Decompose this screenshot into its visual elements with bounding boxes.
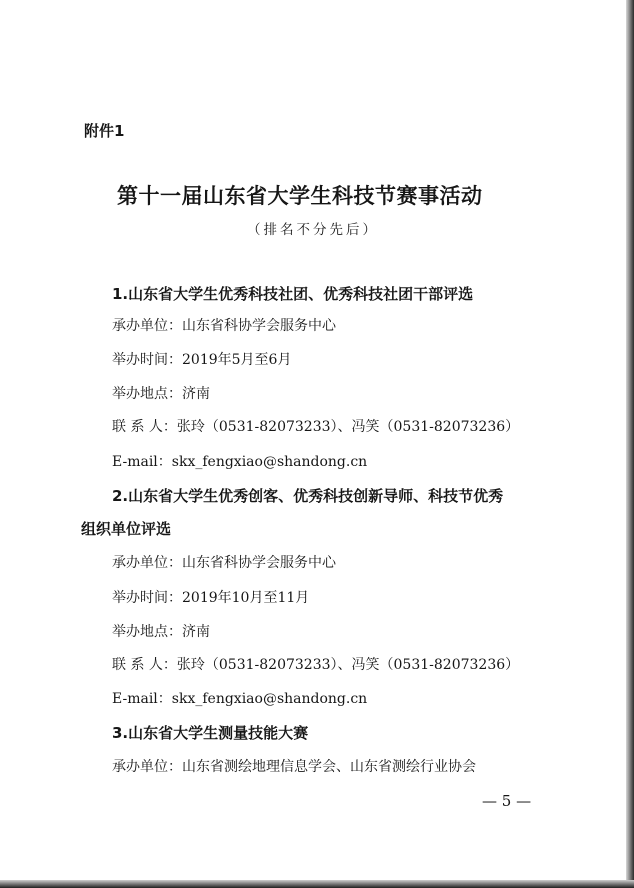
section-2-heading-cont: 组织单位评选 bbox=[81, 520, 172, 538]
section-1-time: 举办时间：2019年5月至6月 bbox=[112, 352, 292, 368]
section-2-place: 举办地点：济南 bbox=[112, 624, 210, 640]
section-2-heading: 2.山东省大学生优秀创客、优秀科技创新导师、科技节优秀 bbox=[112, 487, 504, 505]
section-1-heading: 1.山东省大学生优秀科技社团、优秀科技社团干部评选 bbox=[112, 285, 474, 303]
page-number: — 5 — bbox=[482, 792, 532, 810]
document-title: 第十一届山东省大学生科技节赛事活动 bbox=[117, 183, 483, 208]
section-3-organizer: 承办单位：山东省测绘地理信息学会、山东省测绘行业协会 bbox=[112, 759, 476, 775]
section-1-contact: 联 系 人：张玲（0531-82073233）、冯笑（0531-82073236） bbox=[112, 419, 520, 435]
section-3-heading: 3.山东省大学生测量技能大赛 bbox=[112, 724, 309, 742]
scan-edge-bottom bbox=[0, 880, 634, 888]
section-2-email: E-mail：skx_fengxiao@shandong.cn bbox=[112, 691, 368, 707]
section-2-time: 举办时间：2019年10月至11月 bbox=[112, 590, 310, 606]
section-2-organizer: 承办单位：山东省科协学会服务中心 bbox=[112, 555, 336, 571]
attachment-label: 附件1 bbox=[84, 122, 125, 140]
section-1-organizer: 承办单位：山东省科协学会服务中心 bbox=[112, 318, 336, 334]
section-2-contact: 联 系 人：张玲（0531-82073233）、冯笑（0531-82073236） bbox=[112, 657, 520, 673]
scan-edge-right bbox=[626, 0, 634, 888]
section-1-email: E-mail：skx_fengxiao@shandong.cn bbox=[112, 454, 368, 470]
section-1-place: 举办地点：济南 bbox=[112, 386, 210, 402]
document-subtitle: （排名不分先后） bbox=[247, 222, 379, 238]
